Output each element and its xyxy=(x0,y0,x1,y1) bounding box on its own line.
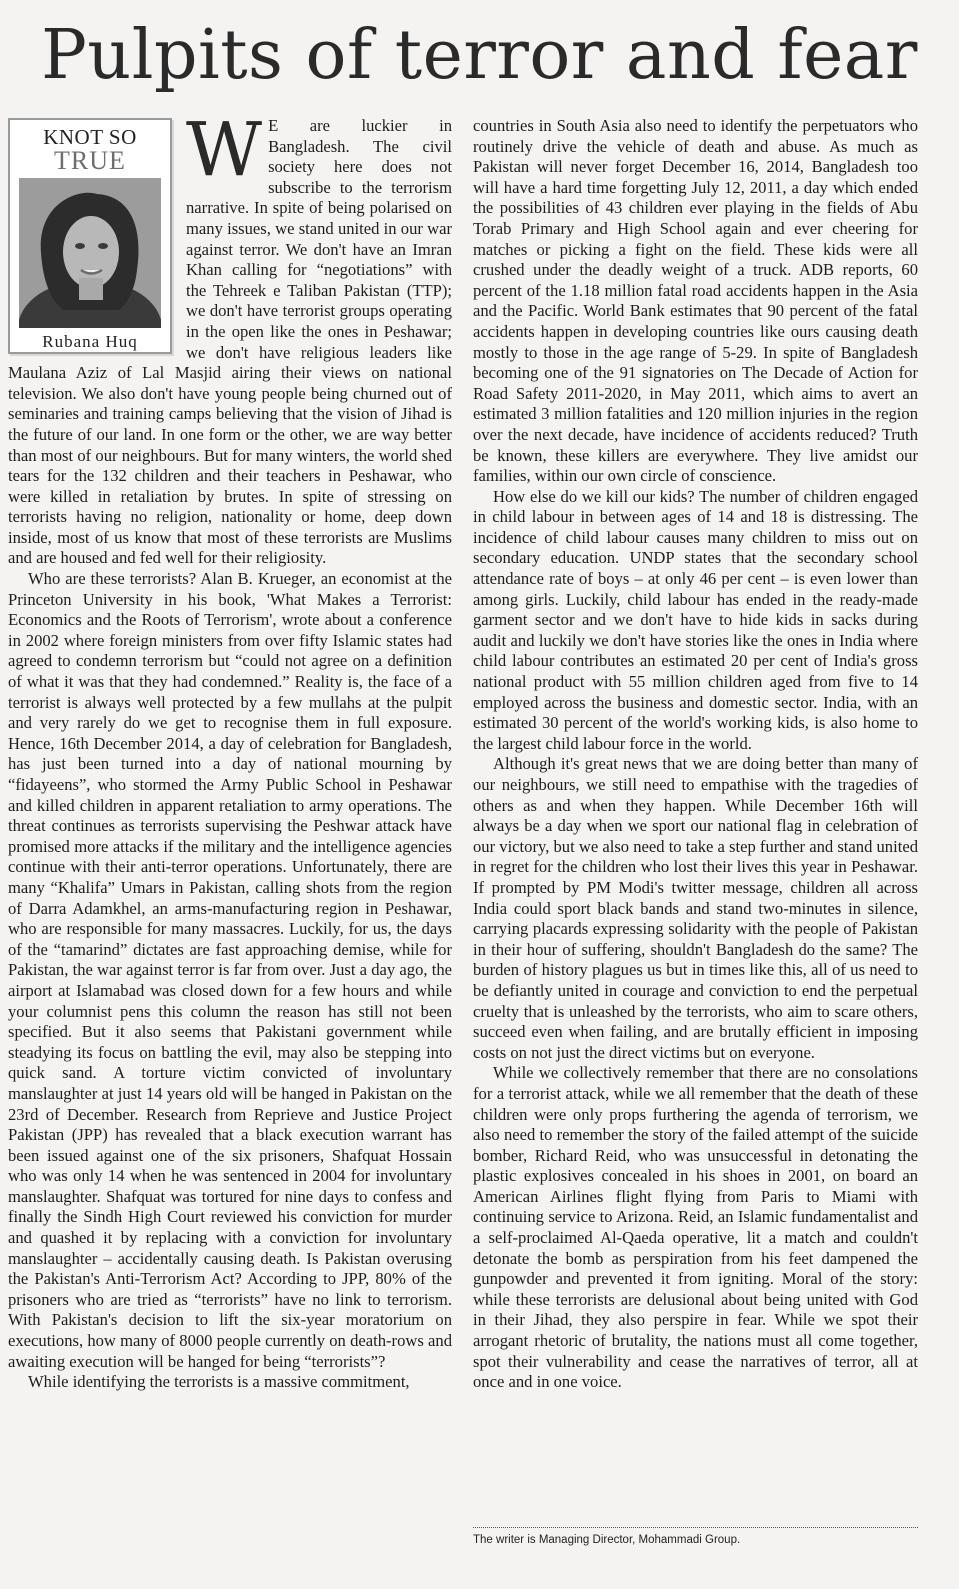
right-column-text xyxy=(473,116,918,1521)
left-paragraph-3: While identifying the terrorists is a massive commitment, xyxy=(28,1372,410,1392)
author-footnote: The writer is Managing Director, Mohammadi Group. xyxy=(473,1534,741,1546)
footnote-divider xyxy=(473,1527,918,1528)
drop-cap: W xyxy=(186,116,263,193)
left-paragraph-1: E are luckier in Bangladesh. The civil society here does not subscribe to the terrorism narrative. In spite of being polarised on many issues, we stand united in our war against terror. We don't have an Imran Khan calling for “negotiations” with the Tehreek e Taliban Pakistan (TTP); we don't have terrorist groups operating in the open like the ones in Peshawar; we don't have religious leaders like Maulana Aziz of Lal Masjid airing their views on national television. We also don't have young people being churned out of seminaries and training camps believing that the vision of Jihad is the future of our land. In one form or the other, we are way better than most of our neighbours. But for many winters, the world shed tears for the 132 children and their teachers in Peshawar, who were killed in retaliation by brutes. In spite of stressing on terrorists having no religion, nationality or home, deep down inside, most of us know that most of these terrorists are Muslims and are housed and fed well for their religiosity. xyxy=(8,116,452,568)
right-column xyxy=(473,116,918,1589)
left-column xyxy=(8,116,452,1589)
right-paragraph-2: How else do we kill our kids? The number of children engaged in child labour in between ages of 14 and 18 is distressing. The incidence of child labour causes many children to miss out on secondary education. UNDP states that the secondary school attendance rate of boys – at only 46 per cent – is even lower than among girls. Luckily, child labour has ended in the ready-made garment sector and we don't have to hide kids in sacks during audit and luckily we don't have stories like the ones in India where child labour contributes an estimated 20 per cent of India's gross national product with 55 million children aged from five to 14 employed across the business and domestic sector. India, with an estimated 30 percent of the world's working kids, is also home to the largest child labour force in the world. xyxy=(473,486,918,753)
author-portrait xyxy=(19,178,161,328)
column-kicker-line2: TRUE xyxy=(54,146,126,175)
byline-box xyxy=(8,118,172,354)
right-paragraph-3: Although it's great news that we are doing better than many of our neighbours, we still need to empathise with the tragedies of others as and when they happen. While December 16th will always be a day when we sport our national flag in celebration of our victory, but we also need to take a step further and stand united in regret for the children who lost their lives this year in Peshawar. If prompted by PM Modi's twitter message, children all across India could sport black bands and stand two-minutes in silence, carrying placards expressing solidarity with the people of Pakistan in their hour of suffering, shouldn't Bangladesh do the same? The burden of history plagues us but in times like this, all of us need to be defiantly united in courage and conviction to end the perpetual cruelty that is unleashed by the terrorists, who aim to scare others, succeed even when failing, and are brutally efficient in imposing costs on not just the direct victims but on everyone. xyxy=(473,754,918,1062)
author-photo-icon xyxy=(19,178,161,328)
column-kicker-line1: KNOT SO xyxy=(43,125,137,149)
right-paragraph-1: countries in South Asia also need to identify the perpetuators who routinely drive the vehicle of death and abuse. As much as Pakistan will never forget December 16, 2014, Bangladesh too will have a hard time forgetting July 12, 2011, a day which ended the possibilities of 43 children ever playing in the fields of Abu Torab Primary and High School again and ever cheering for matches or picking a fight on the field. These kids were all crushed under the deadly weight of a truck. ADB reports, 60 percent of the 1.18 million fatal road accidents happen in the Asia and the Pacific. World Bank estimates that 90 percent of the fatal accidents happen in developing countries like ours causing death mostly to those in the age range of 5-29. In spite of Bangladesh becoming one of the 91 signatories on The Decade of Action for Road Safety 2011-2020, in May 2011, which aims to avert an estimated 3 million fatalities and 120 million injuries in the region over the next decade, have incidence of accidents reduced? Truth be known, these killers are everywhere. They live amidst our families, within our own circle of conscience. xyxy=(473,116,918,486)
author-name: Rubana Huq xyxy=(42,332,138,351)
headline: Pulpits of terror and fear xyxy=(41,16,918,95)
left-paragraph-2: Who are these terrorists? Alan B. Krueger, an economist at the Princeton University in his book, 'What Makes a Terrorist: Economics and the Roots of Terrorism', wrote about a conference in 2002 where foreign ministers from over fifty Islamic states had agreed to condemn terrorism but “could not agree on a definition of what it was that they had condemned.” Reality is, the face of a terrorist is always well protected by a few mullahs at the pulpit and very rarely do we get to recognise them in full exposure. Hence, 16th December 2014, a day of celebration for Bangladesh, has just been turned into a day of national mourning by “fidayeens”, who stormed the Army Public School in Peshawar and killed children in apparent retaliation to army operations. The threat continues as terrorists supervising the Peshwar attack have promised more attacks if the military and the intelligence agencies continue with their anti-terror operations. Unfortunately, there are many “Khalifa” Umars in Pakistan, calling shots from the region of Darra Adamkhel, an arms-manufacturing region in Peshawar, who are responsible for many massacres. Luckily, for us, the days of the “tamarind” dictates are fast approaching demise, while for Pakistan, the war against terror is far from over. Just a day ago, the airport at Islamabad was closed down for a few hours and while your columnist pens this column the reason has still not been specified. But it also seems that Pakistani government while steadying its focus on battling the evil, may also be stepping into quick sand. A torture victim convicted of involuntary manslaughter at just 14 years old will be hanged in Pakistan on the 23rd of December. Research from Reprieve and Justice Project Pakistan (JPP) has revealed that a black execution warrant has been issued against one of the six prisoners, Shafquat Hossain who was only 14 when he was sentenced in 2004 for involuntary manslaughter. Shafquat was tortured for nine days to confess and finally the Sindh High Court reviewed his conviction for murder and quashed it by replacing with a conviction for involuntary manslaughter – accidentally causing death. Is Pakistan overusing the Pakistan's Anti-Terrorism Act? According to JPP, 80% of the prisoners who are tried as “terrorists” have no link to terrorism. With Pakistan's decision to lift the six-year moratorium on executions, how many of 8000 people currently on death-rows and awaiting execution will be hanged for being “terrorists”? xyxy=(8,569,452,1371)
right-paragraph-4: While we collectively remember that there are no consolations for a terrorist attack, while we all remember that the death of these children were only props furthering the agenda of terrorism, we also need to remember the story of the failed attempt of the suicide bomber, Richard Reid, who was unsuccessful in detonating the plastic explosives concealed in his shoes in 2001, on board an American Airlines flight flying from Paris to Miami with continuing service to Arizona. Reid, an Islamic fundamentalist and a self-proclaimed Al-Qaeda operative, lit a match and couldn't detonate the bomb as perspiration from his feet dampened the gunpowder and prevented it from igniting. Moral of the story: while these terrorists are delusional about being united with God in their Jihad, they also perspire in fear. While we spot their arrogant rhetoric of brutality, the nations must all come together, spot their vulnerability and cease the narratives of terror, all at once and in one voice. xyxy=(473,1063,918,1392)
